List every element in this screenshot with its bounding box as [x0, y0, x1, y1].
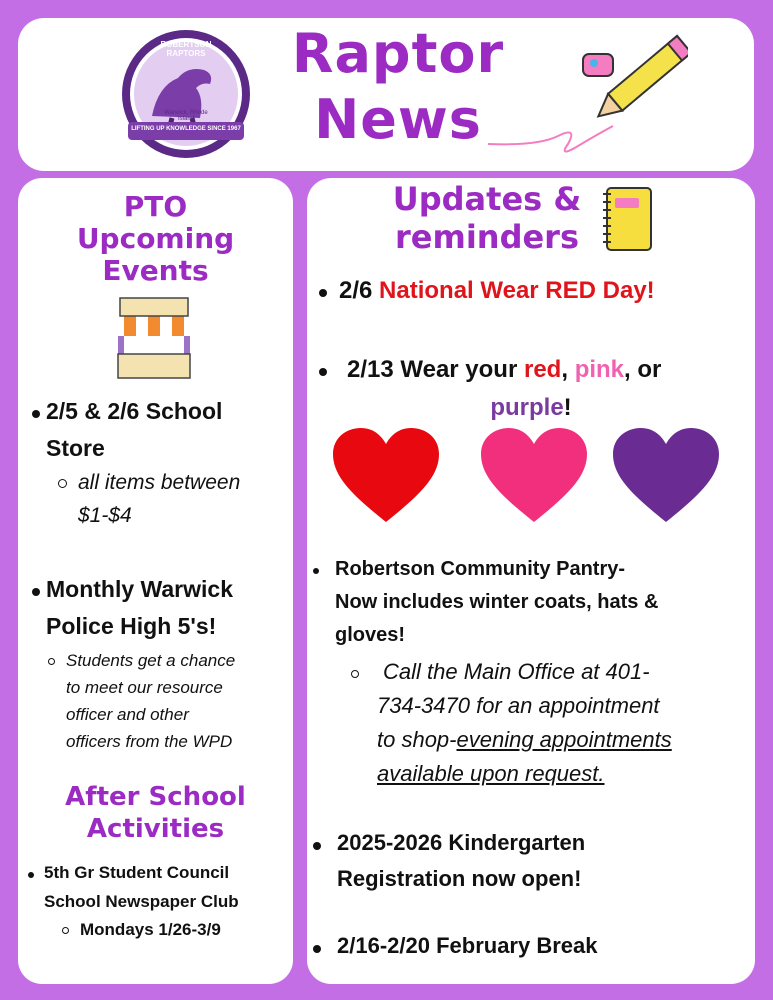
- pto-heading-line-3: Events: [102, 254, 209, 287]
- pto-heading-line-2: Upcoming: [76, 222, 235, 255]
- break-text: 2/16-2/20 February Break: [337, 933, 598, 958]
- header-panel: [18, 18, 754, 171]
- kinder-line-2: Registration now open!: [337, 866, 582, 891]
- after-school-line-2: School Newspaper Club: [44, 892, 239, 911]
- bullet: [319, 368, 327, 376]
- updates-panel: [307, 178, 755, 984]
- pantry-sub-line-4: [377, 761, 605, 787]
- wear-colors-line-2: [307, 394, 755, 422]
- police-sub-line-4: officers from the WPD: [66, 732, 233, 751]
- available-upon-request-text: available upon request.: [377, 761, 605, 786]
- red-day-text: National Wear RED Day!: [379, 277, 655, 304]
- pto-heading-line-1: PTO: [123, 190, 188, 223]
- pantry-sub-line-1: Call the Main Office at 401-: [383, 659, 650, 684]
- sub-bullet: [62, 927, 69, 934]
- after-school-line-1: 5th Gr Student Council: [44, 863, 230, 882]
- bullet: [32, 588, 40, 596]
- evening-appointments-text: evening appointments: [456, 727, 672, 752]
- store-line-2: Store: [46, 435, 105, 461]
- wear-end: !: [563, 394, 572, 421]
- bullet: [32, 410, 40, 418]
- store-sub-line-1: all items between: [78, 471, 241, 494]
- wear-prefix: 2/13 Wear your: [347, 356, 524, 383]
- police-sub-line-1: Students get a chance: [66, 651, 236, 670]
- pencil-icon: [458, 26, 688, 166]
- bullet: [313, 842, 321, 850]
- pto-panel: [18, 178, 293, 984]
- red-day-date: 2/6: [339, 277, 380, 304]
- logo-text-mid: Warwick, Rhode Island: [164, 110, 208, 122]
- wear-red: red: [523, 356, 562, 383]
- store-sub-line-2: $1-$4: [78, 504, 132, 527]
- sub-bullet: [58, 479, 67, 488]
- wear-colors-line-1: [347, 356, 661, 384]
- kinder-line-1: 2025-2026 Kindergarten: [337, 830, 586, 855]
- pantry-line-2: Now includes winter coats, hats &: [335, 591, 659, 613]
- after-school-heading-line-1: After School: [65, 782, 246, 812]
- title-line-2: News: [314, 88, 482, 151]
- police-sub-line-2: to meet our resource: [66, 678, 223, 697]
- bullet: [28, 872, 34, 878]
- wear-purple: purple: [490, 394, 564, 421]
- after-school-sub: Mondays 1/26-3/9: [80, 920, 221, 939]
- pantry-sub-line-3a: to shop-: [377, 727, 457, 752]
- pantry-sub-line-2: 734-3470 for an appointment: [377, 693, 660, 718]
- updates-heading-line-2: reminders: [394, 218, 579, 256]
- bullet: [319, 289, 327, 297]
- pantry-line-3: gloves!: [335, 624, 406, 646]
- sub-bullet: [48, 658, 55, 665]
- sub-bullet: [351, 670, 359, 678]
- police-line-1: Monthly Warwick: [46, 576, 233, 602]
- logo-text-top: ROBERTSON RAPTORS: [160, 40, 212, 58]
- store-line-1: 2/5 & 2/6 School: [46, 398, 223, 424]
- title-line-1: Raptor: [291, 22, 505, 85]
- purple-heart-icon: [611, 426, 721, 526]
- pantry-sub-line-3: [377, 727, 672, 753]
- notebook-icon: [599, 184, 655, 254]
- bullet: [313, 945, 321, 953]
- wear-comma: ,: [561, 356, 575, 383]
- bullet: [313, 568, 319, 574]
- pink-heart-icon: [479, 426, 589, 526]
- wear-pink: pink: [574, 356, 625, 383]
- logo-text-banner: LIFTING UP KNOWLEDGE SINCE 1967: [131, 126, 241, 132]
- police-line-2: Police High 5's!: [46, 613, 217, 639]
- wear-or: , or: [624, 356, 662, 383]
- red-heart-icon: [331, 426, 441, 526]
- updates-heading-line-1: Updates &: [392, 180, 582, 218]
- pantry-line-1: Robertson Community Pantry-: [335, 558, 626, 580]
- store-stall-icon: [106, 294, 202, 380]
- police-sub-line-3: officer and other: [66, 705, 189, 724]
- red-day-item: [339, 277, 655, 305]
- after-school-heading-line-2: Activities: [86, 814, 225, 844]
